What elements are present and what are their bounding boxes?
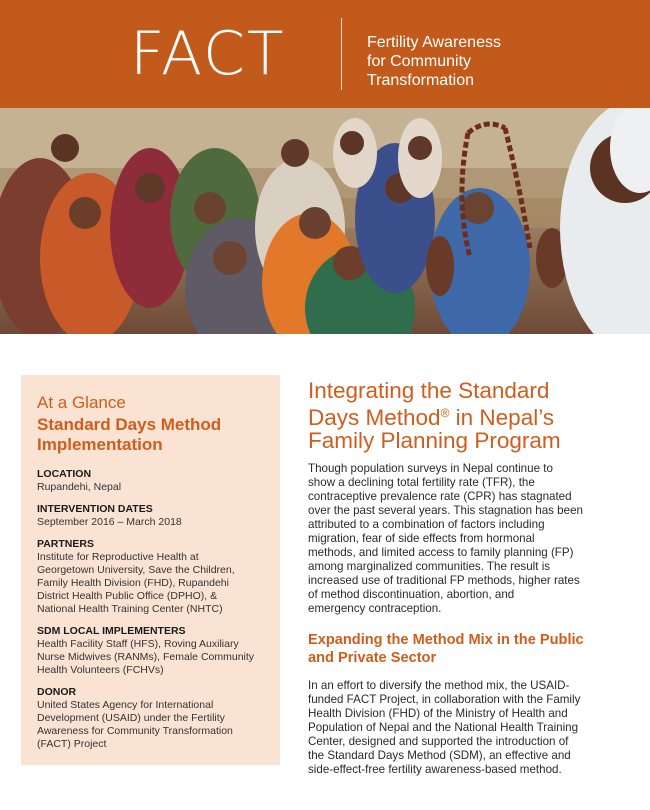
intervention-dates-label: INTERVENTION DATES xyxy=(37,503,153,515)
intro-line: methods, and limited access to family planning (FP) xyxy=(308,546,574,559)
implementers-line: Health Volunteers (FCHVs) xyxy=(37,664,164,676)
photo-illustration xyxy=(0,108,650,334)
implementers-label: SDM LOCAL IMPLEMENTERS xyxy=(37,625,186,637)
intro-line: of method discontinuation, abortion, and xyxy=(308,588,515,601)
title-fragment: Days Method xyxy=(308,405,441,430)
main-title-line: Integrating the Standard xyxy=(308,378,550,403)
partners-line: Institute for Reproductive Health at xyxy=(37,551,199,563)
body-line: Population of Nepal and the National Health Training xyxy=(308,721,579,735)
partners-line: National Health Training Center (NHTC) xyxy=(37,603,223,615)
sidebar-title xyxy=(37,415,266,455)
location-label: LOCATION xyxy=(37,468,92,480)
tagline-line: Transformation xyxy=(367,72,474,89)
tagline xyxy=(367,33,501,90)
implementers-line: Nurse Midwives (RANMs), Female Community xyxy=(37,651,255,663)
body-line: the Standard Days Method (SDM), an effective and xyxy=(308,749,571,763)
intro-line: show a declining total fertility rate (TFR), the xyxy=(308,476,535,489)
partners-label: PARTNERS xyxy=(37,538,94,550)
intro-line: increased use of traditional FP methods, higher rates xyxy=(308,574,580,587)
body-line: funded FACT Project, in collaboration with the Family xyxy=(308,693,581,707)
donor-line: (FACT) Project xyxy=(37,738,107,750)
community-photo xyxy=(0,108,650,334)
subheading-line: and Private Sector xyxy=(308,650,437,666)
intro-line: over the past several years. This stagnation has been xyxy=(308,504,583,517)
partners-line: Family Health Division (FHD), Rupandehi xyxy=(37,577,229,589)
fact-logo xyxy=(130,14,286,94)
intro-line: contraceptive prevalence rate (CPR) has stagnated xyxy=(308,490,572,503)
tagline-line: for Community xyxy=(367,53,472,70)
at-a-glance-sidebar xyxy=(21,375,280,765)
body-line: Center, designed and supported the introduction of xyxy=(308,735,569,749)
tagline-line: Fertility Awareness xyxy=(367,34,501,51)
intro-line: migration, fear of side effects from hormonal xyxy=(308,532,535,545)
intro-line: among marginalized communities. The result is xyxy=(308,560,551,573)
at-a-glance-heading: At a Glance xyxy=(37,393,126,412)
donor-line: United States Agency for International xyxy=(37,699,214,711)
logo-text: FACT xyxy=(130,19,286,89)
logo-divider xyxy=(341,18,342,90)
partners-line: Georgetown University, Save the Children, xyxy=(37,564,235,576)
implementers-line: Health Facility Staff (HFS), Roving Auxiliary xyxy=(37,638,239,650)
body-line: In an effort to diversify the method mix, the USAID- xyxy=(308,679,570,693)
intro-line: attributed to a combination of factors including xyxy=(308,518,545,531)
partners-line: District Health Public Office (DPHO), & xyxy=(37,590,218,602)
registered-mark: ® xyxy=(440,406,450,420)
body-paragraph xyxy=(308,679,628,777)
title-fragment: in Nepal’s xyxy=(449,405,555,430)
header-banner xyxy=(0,0,650,108)
intro-line: Though population surveys in Nepal continue to xyxy=(308,462,553,475)
body-line: side-effect-free fertility awareness-based method. xyxy=(308,763,562,777)
donor-label: DONOR xyxy=(37,686,77,698)
donor-line: Development (USAID) under the Fertility xyxy=(37,712,225,724)
section-subheading xyxy=(308,631,628,667)
location-value: Rupandehi, Nepal xyxy=(37,481,122,493)
body-line: Health Division (FHD) of the Ministry of Health and xyxy=(308,707,568,721)
main-title xyxy=(308,379,628,452)
subheading-line: Expanding the Method Mix in the Public xyxy=(308,632,584,648)
donor-line: Awareness for Community Transformation xyxy=(37,725,233,737)
intro-line: emergency contraception. xyxy=(308,602,442,615)
main-title-line xyxy=(308,402,628,429)
main-title-line: Family Planning Program xyxy=(308,428,561,453)
intervention-dates-value: September 2016 – March 2018 xyxy=(37,516,182,528)
sidebar-title-line: Standard Days Method xyxy=(37,415,222,434)
main-column xyxy=(308,379,628,777)
sidebar-title-line: Implementation xyxy=(37,435,163,454)
intro-paragraph xyxy=(308,462,628,616)
